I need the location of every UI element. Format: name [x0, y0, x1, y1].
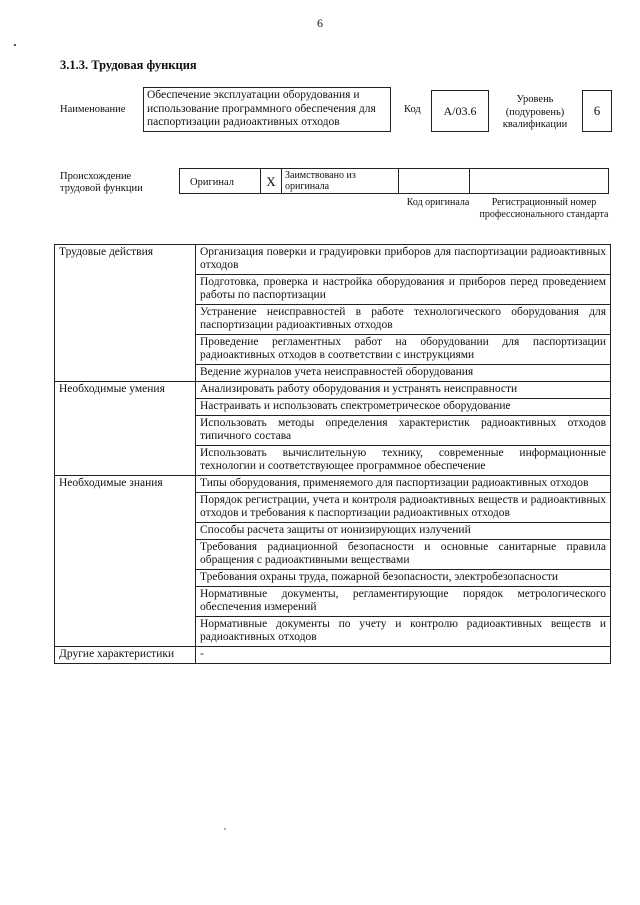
item-cell: Использовать методы определения характеристик радиоактивных отходов типичного состава: [196, 416, 611, 446]
item-cell: Требования радиационной безопасности и основные санитарные правила обращения с радиоактивными веществами: [196, 540, 611, 570]
reg-number-cell: [469, 168, 609, 194]
item-cell: Порядок регистрации, учета и контроля радиоактивных веществ и радиоактивных отходов и требования к паспортизации радиоактивных отходов: [196, 493, 611, 523]
item-cell: Организация поверки и градуировки приборов для паспортизации радиоактивных отходов: [196, 245, 611, 275]
code-original-cell: [398, 168, 470, 194]
item-cell: Использовать вычислительную технику, современные информационные технологии и соответствующее программное обеспечение: [196, 446, 611, 476]
category-cell: Трудовые действия: [55, 245, 196, 382]
origin-label: Происхождение трудовой функции: [60, 171, 143, 194]
item-cell: Типы оборудования, применяемого для паспортизации радиоактивных отходов: [196, 476, 611, 493]
code-original-label: Код оригинала: [406, 197, 470, 208]
function-details-table: [54, 244, 611, 664]
reg-number-label: Регистрационный номер профессионального стандарта: [479, 197, 609, 220]
table-row: [55, 245, 611, 275]
item-cell: Нормативные документы по учету и контролю радиоактивных веществ и радиоактивных отходов: [196, 617, 611, 647]
item-cell: Проведение регламентных работ на оборудовании для паспортизации радиоактивных отходов в соответствии с инструкциями: [196, 335, 611, 365]
original-mark: X: [260, 168, 282, 194]
scan-speck: [14, 44, 16, 46]
item-cell: Настраивать и использовать спектрометрическое оборудование: [196, 399, 611, 416]
borrowed-label: Заимствовано из оригинала: [281, 168, 399, 194]
origin-table: [180, 168, 612, 194]
item-cell: Способы расчета защиты от ионизирующих излучений: [196, 523, 611, 540]
section-title: 3.1.3. Трудовая функция: [60, 58, 197, 72]
original-label: Оригинал: [179, 168, 261, 194]
scan-speck: [224, 828, 226, 830]
function-details-body: [55, 245, 611, 664]
category-cell: Необходимые умения: [55, 382, 196, 476]
item-cell: Устранение неисправностей в работе технологического оборудования для паспортизации радиоактивных отходов: [196, 305, 611, 335]
table-row: [55, 476, 611, 493]
table-row: [55, 647, 611, 664]
item-cell: Анализировать работу оборудования и устранять неисправности: [196, 382, 611, 399]
category-cell: Необходимые знания: [55, 476, 196, 647]
item-cell: Требования охраны труда, пожарной безопасности, электробезопасности: [196, 570, 611, 587]
code-label: Код: [404, 104, 421, 115]
page-number: 6: [317, 16, 323, 30]
item-cell: Ведение журналов учета неисправностей оборудования: [196, 365, 611, 382]
item-cell: Нормативные документы, регламентирующие порядок метрологического обеспечения измерений: [196, 587, 611, 617]
level-label: Уровень (подуровень) квалификации: [502, 94, 568, 130]
table-row: [55, 382, 611, 399]
level-value-box: 6: [582, 90, 612, 132]
item-cell: Подготовка, проверка и настройка оборудования и приборов перед проведением работы по паспортизации: [196, 275, 611, 305]
function-name-box: Обеспечение эксплуатации оборудования и использование программного обеспечения для паспортизации радиоактивных отходов: [143, 87, 391, 132]
name-label: Наименование: [60, 104, 126, 115]
item-cell: -: [196, 647, 611, 664]
code-value-box: A/03.6: [431, 90, 489, 132]
category-cell: Другие характеристики: [55, 647, 196, 664]
